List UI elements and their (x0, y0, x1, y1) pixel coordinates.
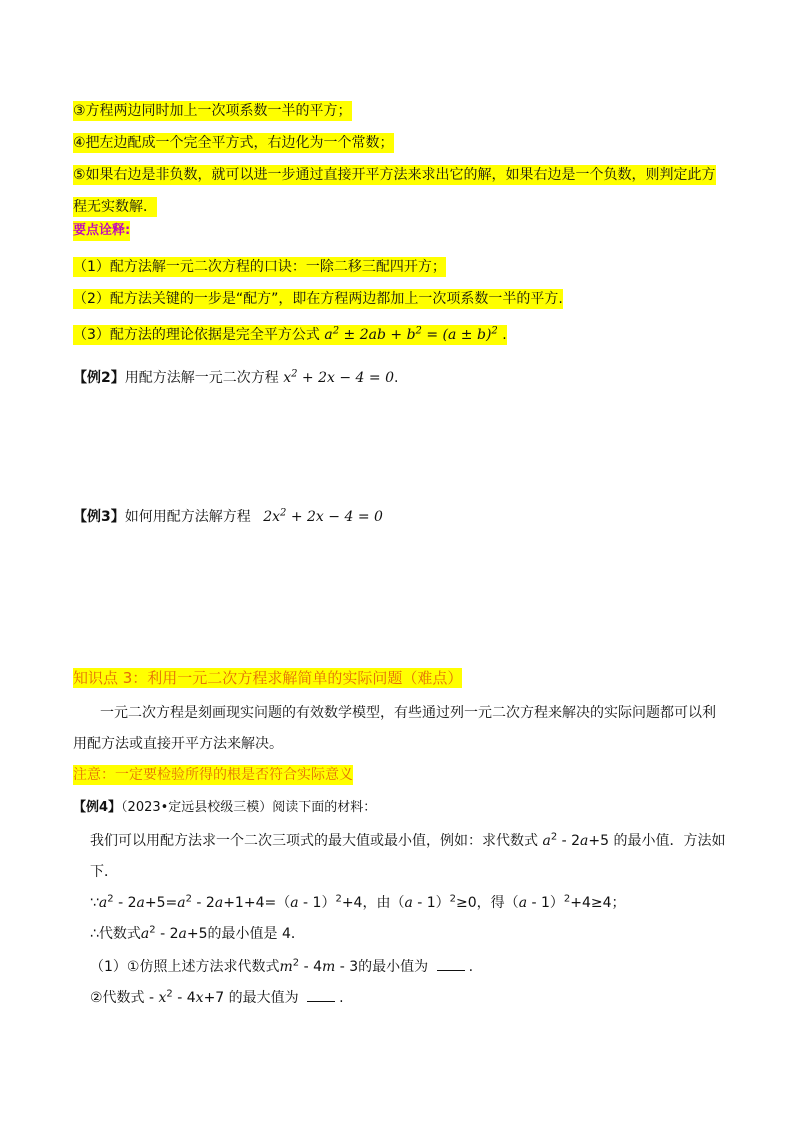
expression-a: a (542, 833, 551, 849)
example-3-equation: $2x^2 + 2x - 4 = 0$ (263, 507, 383, 525)
key-point-1: （1）配方法解一元二次方程的口诀：一除二移三配四开方； (73, 259, 446, 275)
step-5-line1: ⑤如果右边是非负数，就可以进一步通过直接开平方法来求出它的解，如果右边是一个负数，则判定此方 (73, 167, 716, 183)
key-point-2: （2）配方法关键的一步是“配方”，即在方程两边都加上一次项系数一半的平方. (73, 291, 563, 307)
example-3-label: 【例3】 (73, 509, 125, 525)
kp3-paragraph-line2: 用配方法或直接开平方法来解决。 (73, 736, 283, 752)
example-4-line1: 我们可以用配方法求一个二次三项式的最大值或最小值，例如：求代数式 $a^2 - 2a+5$ 的最小值．方法如 (90, 831, 726, 849)
example-4-derivation: $\because a^2 - 2a+5=a^2 - 2a+1+4=(a - 1)^2+4$，由（a - 1）$^2$≥0，得（a - 1）$^2$+4≥4； (90, 893, 626, 911)
kp3-note: 注意：一定要检验所得的根是否符合实际意义 (73, 767, 353, 783)
step-3: ③方程两边同时加上一次项系数一半的平方； (73, 103, 352, 119)
key-point-3: （3）配方法的理论依据是完全平方公式 $a^2 \pm 2ab + b^2 = (a \pm b)^2$ . (73, 325, 507, 343)
answer-blank-1[interactable] (437, 957, 465, 971)
answer-blank-2[interactable] (307, 988, 335, 1002)
square-formula: $a^2 \pm 2ab + b^2 = (a \pm b)^2$ (324, 325, 498, 343)
key-point-3-text: （3）配方法的理论依据是完全平方公式 (73, 327, 320, 343)
example-4-conclusion: ∴代数式$a^2 - 2a+5$的最小值是 4． (90, 924, 305, 942)
step-5-line2: 程无实数解． (73, 199, 157, 215)
example-4-line2: 下． (90, 864, 118, 880)
step-4: ④把左边配成一个完全平方式，右边化为一个常数； (73, 135, 394, 151)
example-4-label: 【例4】 (73, 800, 122, 815)
knowledge-point-3-title: 知识点 3：利用一元二次方程求解简单的实际问题（难点） (73, 669, 463, 687)
kp3-paragraph-line1: 一元二次方程是刻画现实问题的有效数学模型，有些通过列一元二次方程来解决的实际问题都可以利 (100, 705, 716, 721)
example-2-equation: $x^2 + 2x - 4 = 0$ (283, 368, 394, 386)
example-4-header: 【例4】（2023•定远县校级三模）阅读下面的材料： (73, 800, 377, 815)
example-2-label: 【例2】 (73, 370, 125, 386)
example-3: 【例3】如何用配方法解方程 $2x^2 + 2x - 4 = 0$ (73, 507, 383, 525)
key-points-title: 要点诠释: (73, 221, 130, 241)
question-2: ②代数式 - $x^2 - 4x+7$ 的最大值为 . (90, 988, 344, 1006)
example-2: 【例2】用配方法解一元二次方程 $x^2 + 2x - 4 = 0$. (73, 368, 399, 386)
question-1: （1）①仿照上述方法求代数式$m^2 - 4m - 3$的最小值为 . (90, 957, 474, 975)
